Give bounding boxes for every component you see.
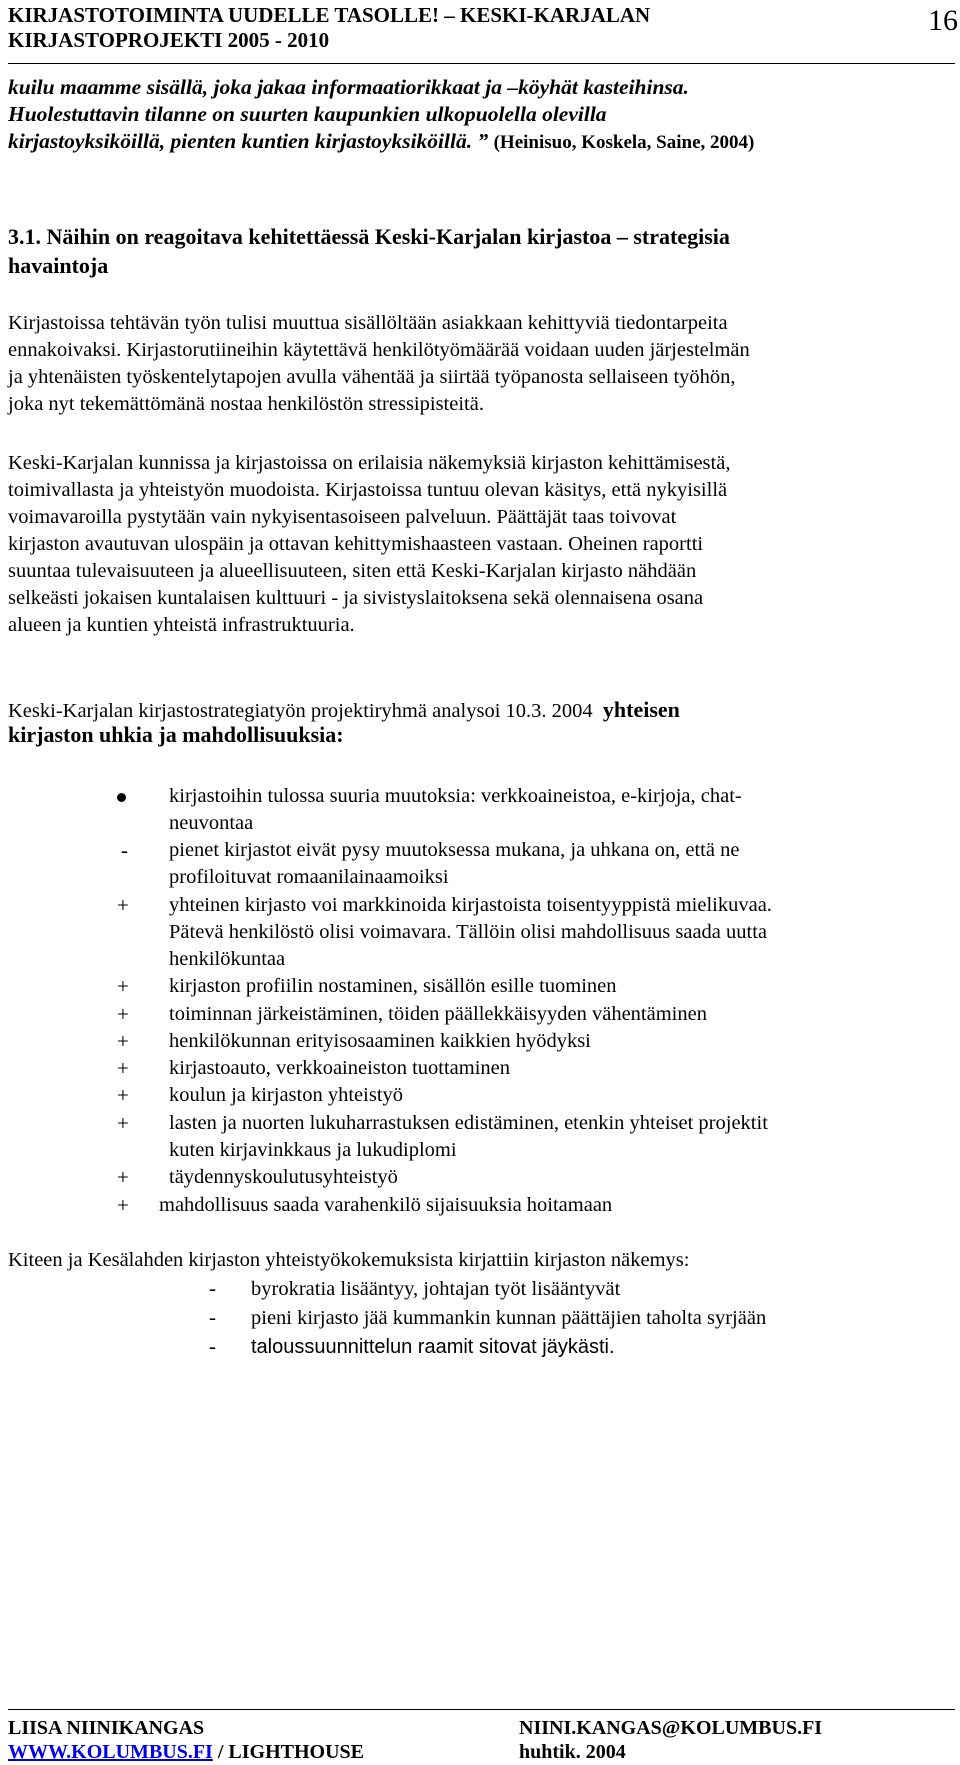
page-number: 16: [928, 4, 958, 37]
quote-line-with-citation: [8, 128, 754, 157]
footer-author: LIISA NIINIKANGAS: [8, 1717, 205, 1739]
footer-date: huhtik. 2004: [519, 1741, 626, 1763]
list-item-line: profiloituvat romaanilainaamoiksi: [169, 866, 449, 888]
section-heading-line2: havaintoja: [8, 253, 109, 278]
experience-point: pieni kirjasto jää kummankin kunnan päättäjien taholta syrjään: [251, 1307, 767, 1329]
experience-intro: Kiteen ja Kesälahden kirjaston yhteistyökokemuksista kirjattiin kirjaston näkemys:: [8, 1249, 690, 1271]
paragraph2-line: suuntaa tulevaisuuteen ja alueellisuuteen, siten että Keski-Karjalan kirjasto nähdään: [8, 560, 697, 582]
list-item-line: henkilökunnan erityisosaaminen kaikkien hyödyksi: [169, 1030, 591, 1052]
list-item-line: henkilökuntaa: [169, 948, 286, 970]
quote-citation: (Heinisuo, Koskela, Saine, 2004): [493, 132, 755, 153]
list-item-marker: +: [117, 893, 129, 917]
section-heading-line1: 3.1. Näihin on reagoitava kehitettäessä Keski-Karjalan kirjastoa – strategisia: [8, 224, 730, 249]
list-item-marker: +: [117, 1111, 129, 1135]
footer-website-suffix: / LIGHTHOUSE: [212, 1741, 364, 1763]
list-item-line: mahdollisuus saada varahenkilö sijaisuuksia hoitamaan: [159, 1194, 613, 1216]
list-item-line: kirjastoihin tulossa suuria muutoksia: verkkoaineistoa, e-kirjoja, chat-: [169, 785, 742, 807]
experience-point: byrokratia lisääntyy, johtajan työt lisääntyvät: [251, 1278, 621, 1300]
paragraph1-line: joka nyt tekemättömänä nostaa henkilöstön stressipisteitä.: [8, 393, 484, 415]
experience-dash: -: [209, 1276, 216, 1300]
paragraph2-line: Keski-Karjalan kunnissa ja kirjastoissa on erilaisia näkemyksiä kirjaston kehittämisestä,: [8, 452, 731, 474]
quote-line: Huolestuttavin tilanne on suurten kaupunkien ulkopuolella olevilla: [8, 102, 607, 126]
list-item-marker: +: [117, 1165, 129, 1189]
experience-dash: -: [209, 1334, 216, 1358]
analysis-text: Keski-Karjalan kirjastostrategiatyön projektiryhmä analysoi 10.3. 2004: [8, 700, 593, 722]
analysis-line2: kirjaston uhkia ja mahdollisuuksia:: [8, 722, 344, 747]
paragraph2-line: kirjaston avautuvan ulospäin ja ottavan kehittymishaasteen vastaan. Oheinen raportti: [8, 533, 704, 555]
quote-line: kirjastoyksiköillä, pienten kuntien kirjastoyksiköillä. ”: [8, 129, 489, 153]
list-item-marker: +: [117, 1002, 129, 1026]
paragraph2-line: toimivallasta ja yhteistyön muodoista. Kirjastoissa tuntuu olevan käsitys, että nykyisillä: [8, 479, 728, 501]
experience-dash: -: [209, 1305, 216, 1329]
list-item-line: pienet kirjastot eivät pysy muutoksessa mukana, ja uhkana on, että ne: [169, 839, 740, 861]
list-item-marker: +: [117, 1029, 129, 1053]
footer-email: NIINI.KANGAS@KOLUMBUS.FI: [519, 1717, 823, 1739]
paragraph2-line: alueen ja kuntien yhteistä infrastruktuuria.: [8, 614, 355, 636]
experience-point: taloussuunnittelun raamit sitovat jäykästi.: [251, 1336, 615, 1358]
header-title-line2: KIRJASTOPROJEKTI 2005 - 2010: [8, 28, 330, 52]
list-item-line: kuten kirjavinkkaus ja lukudiplomi: [169, 1139, 457, 1161]
footer-website-link[interactable]: WWW.KOLUMBUS.FI: [8, 1741, 213, 1763]
list-item-line: täydennyskoulutusyhteistyö: [169, 1166, 398, 1188]
footer-website-line: [8, 1740, 364, 1764]
list-item-line: Pätevä henkilöstö olisi voimavara. Tällöin olisi mahdollisuus saada uutta: [169, 921, 768, 943]
list-item-marker: +: [117, 974, 129, 998]
header-title-line1: KIRJASTOTOIMINTA UUDELLE TASOLLE! – KESKI-KARJALAN: [8, 3, 651, 27]
paragraph1-line: ennakoivaksi. Kirjastorutiineihin käytettävä henkilötyömäärää voidaan uuden järjestelmän: [8, 339, 750, 361]
header-rule: [8, 63, 955, 64]
list-item-line: lasten ja nuorten lukuharrastuksen edistäminen, etenkin yhteiset projektit: [169, 1112, 768, 1134]
list-item-marker: +: [117, 1056, 129, 1080]
list-item-line: toiminnan järkeistäminen, töiden päällekkäisyyden vähentäminen: [169, 1003, 707, 1025]
paragraph2-line: selkeästi jokaisen kuntalaisen kulttuuri - ja sivistyslaitoksena sekä olennaisena osana: [8, 587, 704, 609]
paragraph2-line: voimavaroilla pystytään vain nykyisentasoiseen palveluun. Päättäjät taas toivovat: [8, 506, 677, 528]
list-item-line: yhteinen kirjasto voi markkinoida kirjastoista toisentyyppistä mielikuvaa.: [169, 894, 772, 916]
list-item-marker: +: [117, 1193, 129, 1217]
quote-line: kuilu maamme sisällä, joka jakaa informaatiorikkaat ja –köyhät kasteihinsa.: [8, 75, 689, 99]
list-item-line: kirjaston profiilin nostaminen, sisällön esille tuominen: [169, 975, 617, 997]
list-item-line: kirjastoauto, verkkoaineiston tuottaminen: [169, 1057, 511, 1079]
list-item-line: koulun ja kirjaston yhteistyö: [169, 1084, 404, 1106]
list-item-marker: -: [121, 838, 128, 862]
paragraph1-line: ja yhtenäisten työskentelytapojen avulla vähentää ja siirtää työpanosta sellaiseen työhön,: [8, 366, 736, 388]
list-item-line: neuvontaa: [169, 812, 254, 834]
list-item-marker: +: [117, 1083, 129, 1107]
footer-rule: [8, 1709, 955, 1710]
bullet-icon: [117, 793, 126, 802]
paragraph1-line: Kirjastoissa tehtävän työn tulisi muuttua sisällöltään asiakkaan kehittyviä tiedontarpeita: [8, 312, 728, 334]
analysis-emphasis: yhteisen: [602, 697, 680, 722]
